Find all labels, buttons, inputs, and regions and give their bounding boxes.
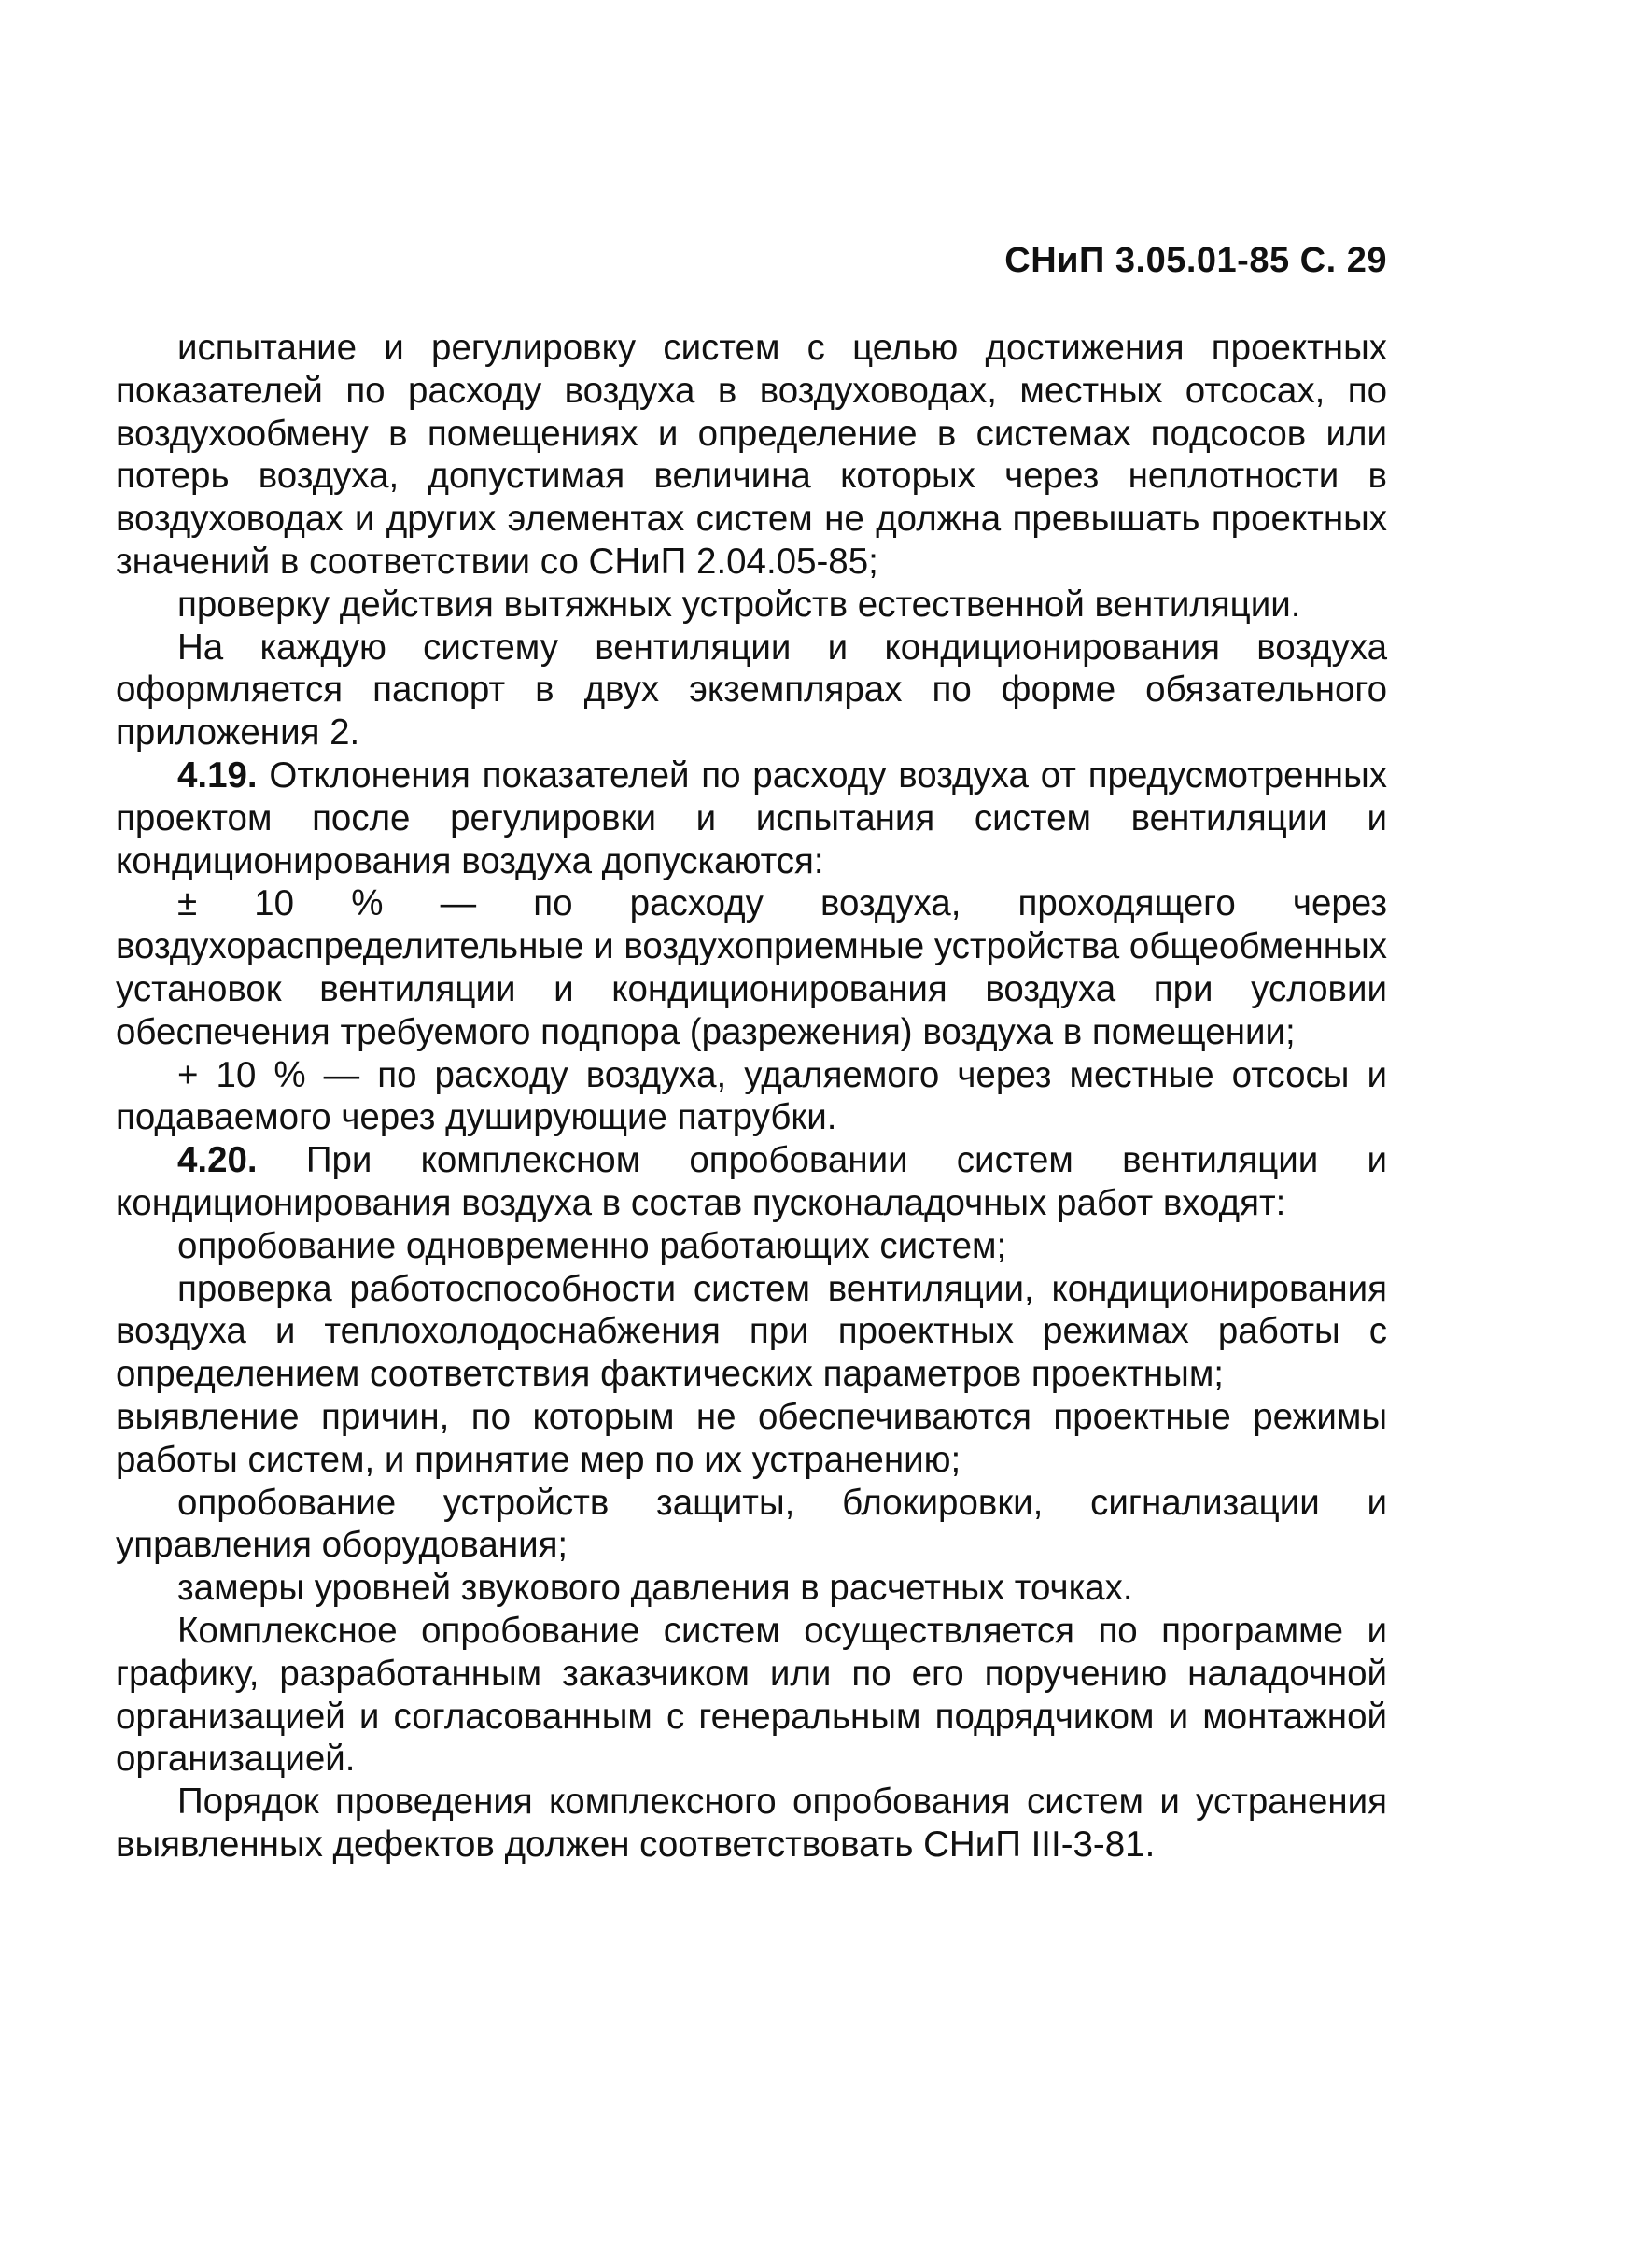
paragraph-text: опробование одновременно работающих систем; — [177, 1225, 1007, 1266]
paragraph-text: выявление причин, по которым не обеспечиваются проектные режимы работы систем, и принятие мер по их устранению; — [116, 1396, 1387, 1480]
paragraph-text: При комплексном опробовании систем вентиляции и кондиционирования воздуха в состав пусконаладочных работ входят: — [116, 1140, 1387, 1223]
clause-number: 4.19. — [177, 754, 258, 796]
paragraph-text: замеры уровней звукового давления в расчетных точках. — [177, 1568, 1133, 1609]
paragraph-text: ± 10 % — по расходу воздуха, проходящего через воздухораспределительные и воздухоприемные устройства общеобменных установок вентиляции и кондиционирования воздуха при условии обеспечения требуемого подпора (разрежения) воздуха в помещении; — [116, 883, 1387, 1052]
clause-4-19 — [116, 754, 1387, 882]
paragraph-text: проверка работоспособности систем вентиляции, кондиционирования воздуха и теплохолодоснабжения при проектных режимах работы с определением соответствия фактических параметров проектным; — [116, 1268, 1387, 1395]
paragraph-11 — [116, 1482, 1387, 1568]
paragraph-text: опробование устройств защиты, блокировки, сигнализации и управления оборудования; — [116, 1482, 1387, 1566]
paragraph-6 — [116, 1054, 1387, 1140]
paragraph-3 — [116, 627, 1387, 754]
paragraph-2 — [116, 584, 1387, 627]
paragraph-13 — [116, 1610, 1387, 1781]
running-header: СНиП 3.05.01-85 С. 29 — [1004, 241, 1387, 280]
body-text — [116, 327, 1387, 1867]
paragraph-5 — [116, 882, 1387, 1053]
paragraph-text: испытание и регулировку систем с целью достижения проектных показателей по расходу воздуха в воздуховодах, местных отсосах, по воздухообмену в помещениях и определение в системах подсосов или потерь воздуха, допустимая величина которых через неплотности в воздуховодах и других элементах систем не должна превышать проектных значений в соответствии со СНиП 2.04.05-85; — [116, 328, 1387, 582]
paragraph-10 — [116, 1396, 1387, 1482]
paragraph-text: На каждую систему вентиляции и кондиционирования воздуха оформляется паспорт в двух экземплярах по форме обязательного приложения 2. — [116, 627, 1387, 754]
paragraph-text: Порядок проведения комплексного опробования систем и устранения выявленных дефектов должен соответствовать СНиП III-3-81. — [116, 1782, 1387, 1865]
paragraph-text: + 10 % — по расходу воздуха, удаляемого через местные отсосы и подаваемого через душирующие патрубки. — [116, 1054, 1387, 1138]
paragraph-text: Комплексное опробование систем осуществляется по программе и графику, разработанным заказчиком или по его поручению наладочной организацией и согласованным с генеральным подрядчиком и монтажной организацией. — [116, 1610, 1387, 1780]
clause-number: 4.20. — [177, 1140, 258, 1181]
paragraph-1 — [116, 327, 1387, 584]
paragraph-8 — [116, 1225, 1387, 1268]
paragraph-text: Отклонения показателей по расходу воздуха от предусмотренных проектом после регулировки и испытания систем вентиляции и кондиционирования воздуха допускаются: — [116, 754, 1387, 881]
paragraph-9 — [116, 1268, 1387, 1396]
paragraph-14 — [116, 1781, 1387, 1867]
clause-4-20 — [116, 1139, 1387, 1225]
paragraph-text: проверку действия вытяжных устройств естественной вентиляции. — [177, 584, 1301, 625]
paragraph-12 — [116, 1567, 1387, 1610]
